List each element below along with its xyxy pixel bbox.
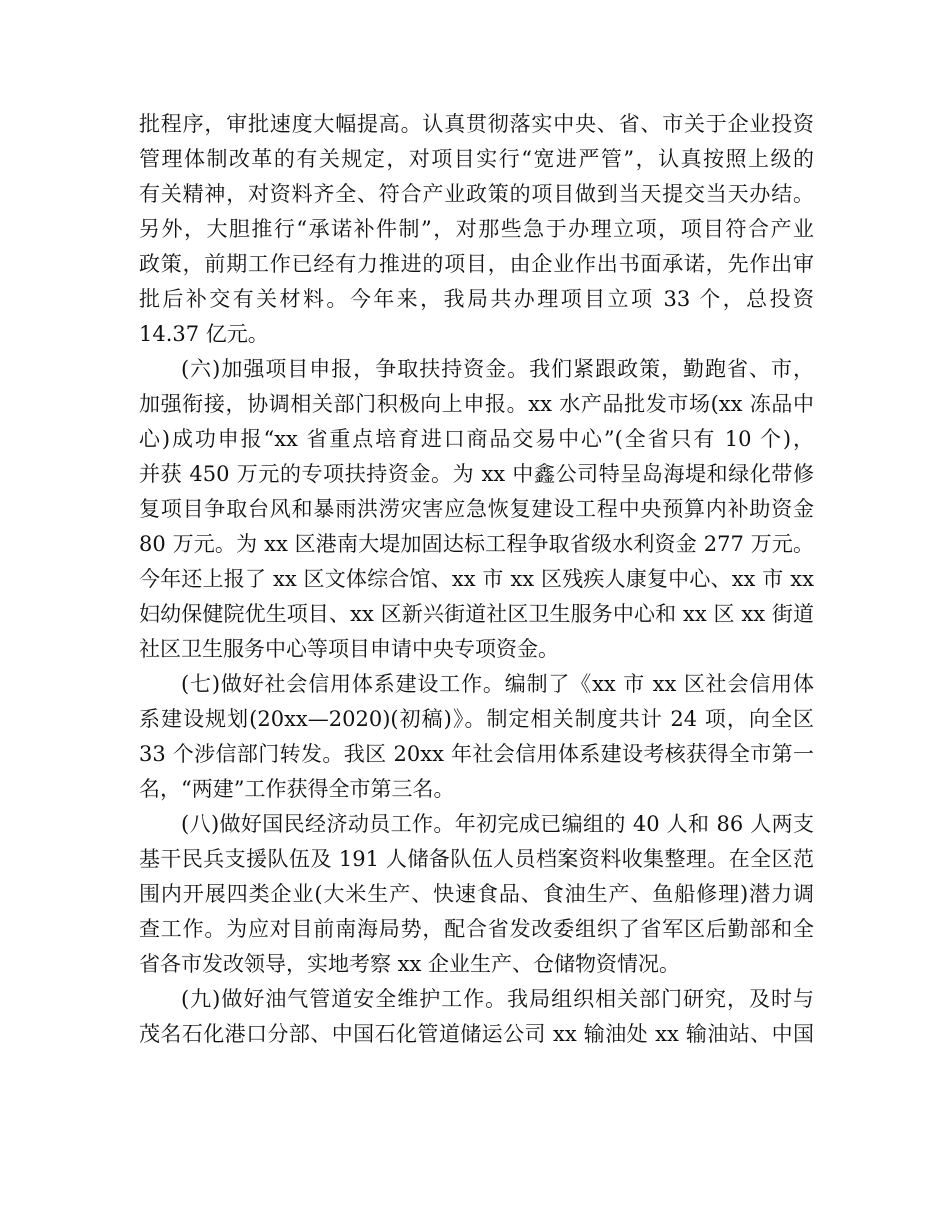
text-line: 14.37 亿元。 xyxy=(139,322,269,346)
text-line: 并获 450 万元的专项扶持资金。为 xx 中鑫公司特呈岛海堤和绿化带修 xyxy=(139,462,814,486)
text-line: 妇幼保健院优生项目、xx 区新兴街道社区卫生服务中心和 xx 区 xx 街道 xyxy=(139,602,814,626)
text-line: 茂名石化港口分部、中国石化管道储运公司 xx 输油处 xx 输油站、中国 xyxy=(139,1022,814,1046)
text-line: 批后补交有关材料。今年来，我局共办理项目立项 33 个，总投资 xyxy=(139,287,814,311)
text-line: 社区卫生服务中心等项目申请中央专项资金。 xyxy=(139,637,559,661)
text-line: 复项目争取台风和暴雨洪涝灾害应急恢复建设工程中央预算内补助资金 xyxy=(139,497,814,521)
text-line: 33 个涉信部门转发。我区 20xx 年社会信用体系建设考核获得全市第一 xyxy=(139,742,814,766)
text-line: 有关精神，对资料齐全、符合产业政策的项目做到当天提交当天办结。 xyxy=(139,182,814,206)
document-body xyxy=(139,107,814,1052)
text-line: 围内开展四类企业(大米生产、快速食品、食油生产、鱼船修理)潜力调 xyxy=(139,882,814,906)
text-line: 系建设规划(20xx—2020)(初稿)》。制定相关制度共计 24 项，向全区 xyxy=(139,707,814,731)
paragraph-heading-line: (九)做好油气管道安全维护工作。我局组织相关部门研究，及时与 xyxy=(181,987,814,1011)
text-line: 名，“两建”工作获得全市第三名。 xyxy=(139,777,455,801)
text-line: 80 万元。为 xx 区港南大堤加固达标工程争取省级水利资金 277 万元。 xyxy=(139,532,814,556)
text-line: 政策，前期工作已经有力推进的项目，由企业作出书面承诺，先作出审 xyxy=(139,252,814,276)
paragraph-heading-line: (七)做好社会信用体系建设工作。编制了《xx 市 xx 区社会信用体 xyxy=(181,672,814,696)
paragraph-heading-line: (六)加强项目申报，争取扶持资金。我们紧跟政策，勤跑省、市， xyxy=(181,357,814,381)
text-line: 今年还上报了 xx 区文体综合馆、xx 市 xx 区残疾人康复中心、xx 市 xx xyxy=(139,567,814,591)
text-line: 另外，大胆推行“承诺补件制”，对那些急于办理立项，项目符合产业 xyxy=(139,217,814,241)
paragraph-heading-line: (八)做好国民经济动员工作。年初完成已编组的 40 人和 86 人两支 xyxy=(181,812,814,836)
text-line: 查工作。为应对目前南海局势，配合省发改委组织了省军区后勤部和全 xyxy=(139,917,814,941)
text-line: 管理体制改革的有关规定，对项目实行“宽进严管”，认真按照上级的 xyxy=(139,147,814,171)
text-line: 批程序，审批速度大幅提高。认真贯彻落实中央、省、市关于企业投资 xyxy=(139,112,814,136)
text-line: 省各市发改领导，实地考察 xx 企业生产、仓储物资情况。 xyxy=(139,952,681,976)
text-line: 基干民兵支援队伍及 191 人储备队伍人员档案资料收集整理。在全区范 xyxy=(139,847,814,871)
text-line: 加强衔接，协调相关部门积极向上申报。xx 水产品批发市场(xx 冻品中 xyxy=(139,392,814,416)
text-line: 心)成功申报“xx 省重点培育进口商品交易中心”(全省只有 10 个)， xyxy=(139,427,814,451)
